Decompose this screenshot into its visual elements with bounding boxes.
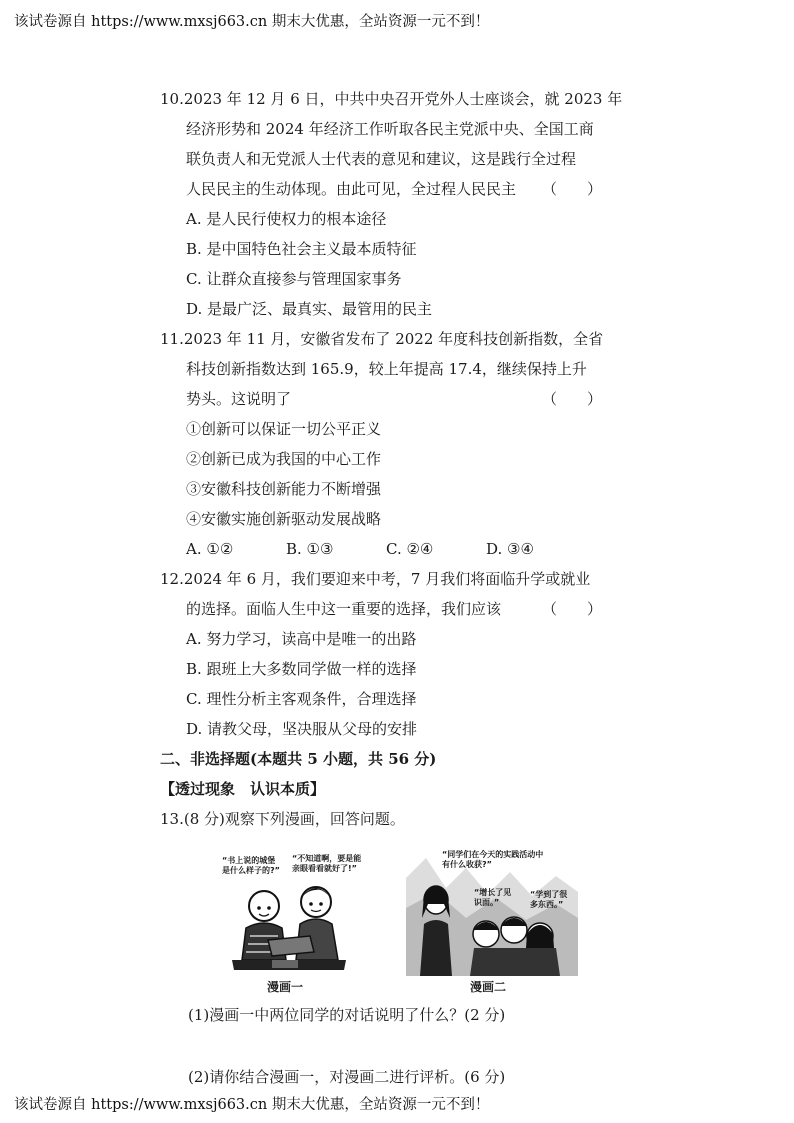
section-subtitle: 【透过现象 认识本质】 bbox=[160, 780, 326, 798]
q10-answer-bracket: （ ） bbox=[541, 180, 602, 198]
q12-option-a: A. 努力学习，读高中是唯一的出路 bbox=[186, 630, 417, 648]
q10-line-2: 经济形势和 2024 年经济工作听取各民主党派中央、全国工商 bbox=[186, 120, 594, 138]
comic2-bubble-top: “同学们在今天的实践活动中 有什么收获?” bbox=[442, 850, 544, 869]
q11-option-c: C. ②④ bbox=[386, 540, 434, 558]
q10-line-4-text: 人民民主的生动体现。由此可见，全过程人民民主 bbox=[186, 180, 517, 198]
q11-statement-2: ②创新已成为我国的中心工作 bbox=[186, 450, 382, 468]
q11-options bbox=[160, 534, 610, 564]
q11-option-b: B. ①③ bbox=[286, 540, 334, 558]
comic1-caption: 漫画一 bbox=[267, 980, 304, 994]
comic1-bubble-left: “书上说的城堡 是什么样子的?” bbox=[222, 856, 280, 875]
q12-option-b: B. 跟班上大多数同学做一样的选择 bbox=[186, 660, 417, 678]
question-content bbox=[160, 84, 623, 834]
comic2-bubble-right: “学到了很 多东西。” bbox=[530, 890, 568, 909]
comic2-bubble-mid: “增长了见 识面。” bbox=[474, 888, 512, 907]
q11-line-3-text: 势头。这说明了 bbox=[186, 390, 292, 408]
q12-answer-bracket: （ ） bbox=[541, 600, 602, 618]
q12-option-c: C. 理性分析主客观条件，合理选择 bbox=[186, 690, 417, 708]
q10-option-a: A. 是人民行使权力的根本途径 bbox=[186, 210, 387, 228]
q12-line-2-text: 的选择。面临人生中这一重要的选择，我们应该 bbox=[186, 600, 502, 618]
q10-line-3: 联负责人和无党派人士代表的意见和建议，这是践行全过程 bbox=[186, 150, 577, 168]
watermark-top: 该试卷源自 https://www.mxsj663.cn 期末大优惠，全站资源一元不到！ bbox=[14, 14, 490, 30]
comic1-bubble-right: “不知道啊，要是能 亲眼看看就好了!” bbox=[292, 854, 362, 873]
q12-line-2 bbox=[160, 594, 610, 624]
q13-stem: 13.(8 分)观察下列漫画，回答问题。 bbox=[160, 810, 405, 828]
comic-two bbox=[406, 848, 578, 976]
q11-statement-1: ①创新可以保证一切公平正义 bbox=[186, 420, 382, 438]
q10-line-1: 10.2023 年 12 月 6 日，中共中央召开党外人士座谈会，就 2023 年 bbox=[160, 90, 623, 108]
q10-option-b: B. 是中国特色社会主义最本质特征 bbox=[186, 240, 417, 258]
q10-option-d: D. 是最广泛、最真实、最管用的民主 bbox=[186, 300, 433, 318]
q11-statement-4: ④安徽实施创新驱动发展战略 bbox=[186, 510, 382, 528]
q10-line-4 bbox=[160, 174, 610, 204]
q11-option-d: D. ③④ bbox=[486, 540, 534, 558]
q13-sub-question-1: (1)漫画一中两位同学的对话说明了什么？(2 分) bbox=[188, 1006, 506, 1024]
q11-statement-3: ③安徽科技创新能力不断增强 bbox=[186, 480, 382, 498]
q12-line-1: 12.2024 年 6 月，我们要迎来中考，7 月我们将面临升学或就业 bbox=[160, 570, 591, 588]
q10-option-c: C. 让群众直接参与管理国家事务 bbox=[186, 270, 402, 288]
q12-option-d: D. 请教父母，坚决服从父母的安排 bbox=[186, 720, 418, 738]
watermark-bottom: 该试卷源自 https://www.mxsj663.cn 期末大优惠，全站资源一元不到！ bbox=[14, 1097, 490, 1113]
q11-option-a: A. ①② bbox=[186, 540, 234, 558]
q11-line-1: 11.2023 年 11 月，安徽省发布了 2022 年度科技创新指数，全省 bbox=[160, 330, 604, 348]
comic2-caption: 漫画二 bbox=[470, 980, 507, 994]
q13-comics bbox=[212, 848, 592, 998]
section-title: 二、非选择题(本题共 5 小题，共 56 分) bbox=[160, 750, 437, 768]
q13-sub-question-2: (2)请你结合漫画一，对漫画二进行评析。(6 分) bbox=[188, 1068, 506, 1086]
q11-answer-bracket: （ ） bbox=[541, 390, 602, 408]
comic1-drawing bbox=[212, 848, 362, 976]
comic-one bbox=[212, 848, 362, 994]
q11-line-2: 科技创新指数达到 165.9，较上年提高 17.4，继续保持上升 bbox=[186, 360, 587, 378]
q11-line-3 bbox=[160, 384, 610, 414]
